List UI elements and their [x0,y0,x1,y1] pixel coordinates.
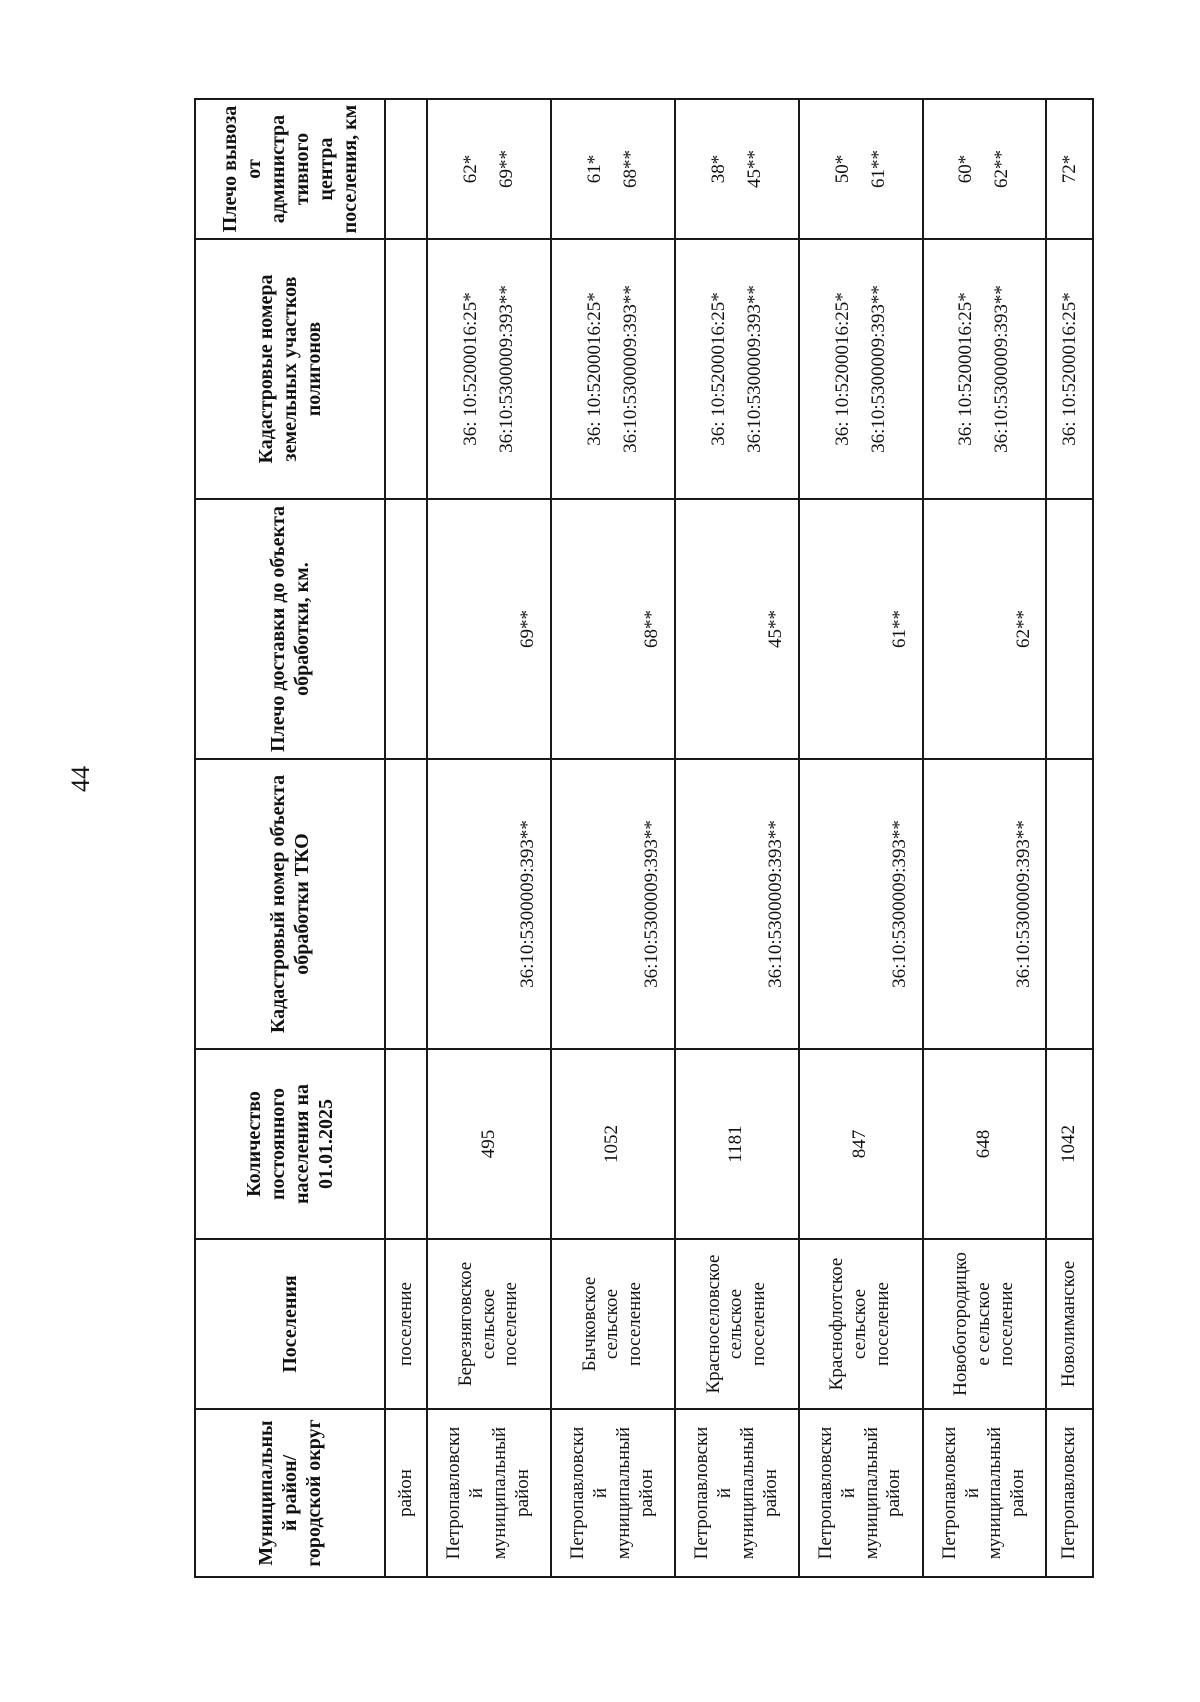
cell-population: 495 [427,1049,551,1239]
cell-removal-distance-line: 45** [743,150,765,188]
cell-removal-distance [675,99,799,239]
cell-settlement [675,1239,799,1409]
cell-district-line: Петропавловски [938,1426,960,1560]
cell-removal-distance [923,99,1047,239]
cell-delivery-distance: 45** [675,499,799,759]
header-removal-distance: Плечо вывоза от администра тивного центра поселения, км [195,99,385,239]
cell-settlement-line: поселение [995,1282,1017,1366]
table-container [194,100,1094,1578]
carry-district: район [385,1409,427,1577]
cell-district-line: район [511,1469,533,1517]
table-row [799,99,923,1577]
cell-district [799,1409,923,1577]
cell-processing-cadastral [1046,759,1093,1049]
cell-district-line: муниципальный [612,1426,634,1560]
carry-settlement: поселение [385,1239,427,1409]
cell-settlement-line: поселение [500,1282,522,1366]
cell-processing-cadastral: 36:10:5300009:393** [551,759,675,1049]
cell-district-line: й [590,1487,612,1499]
table-row [1046,99,1093,1577]
cell-settlement-line: Бычковское [578,1276,600,1372]
carry-over-row [385,99,427,1577]
cell-population: 1042 [1046,1049,1093,1239]
cell-settlement-line: поселение [871,1282,893,1366]
cell-landfill-cadastral-line: 36: 10:5200016:25* [1058,292,1080,446]
table-row [675,99,799,1577]
cell-processing-cadastral: 36:10:5300009:393** [923,759,1047,1049]
cell-district-line: Петропавловски [443,1426,465,1560]
cell-district [1046,1409,1093,1577]
header-district: Муниципальны й район/ городской округ [195,1409,385,1577]
cell-district-line: муниципальный [860,1426,882,1560]
cell-population: 1052 [551,1049,675,1239]
cell-settlement-line: сельское [477,1288,499,1360]
cell-settlement-line: сельское [601,1288,623,1360]
cell-district [427,1409,551,1577]
cell-district-line: й [961,1487,983,1499]
table-body [385,99,1093,1577]
cell-removal-distance-line: 50* [831,154,853,184]
cell-landfill-cadastral [551,239,675,499]
cell-landfill-cadastral [799,239,923,499]
cell-district [923,1409,1047,1577]
cell-landfill-cadastral-line: 36: 10:5200016:25* [955,292,977,446]
cell-delivery-distance: 62** [923,499,1047,759]
cell-district-line: муниципальный [488,1426,510,1560]
cell-removal-distance-line: 61* [583,154,605,184]
cell-settlement [551,1239,675,1409]
cell-settlement-line: е сельское [973,1282,995,1366]
header-processing-cadastral: Кадастровый номер объекта обработки ТКО [195,759,385,1049]
cell-settlement [799,1239,923,1409]
cell-removal-distance-line: 60* [955,154,977,184]
rotated-table-frame [194,100,1094,1578]
cell-district-line: Петропавловски [567,1426,589,1560]
page-number: 44 [66,766,95,792]
cell-settlement [923,1239,1047,1409]
cell-district-line: Петропавловски [815,1426,836,1560]
cell-settlement-line: поселение [624,1282,646,1366]
cell-district [551,1409,675,1577]
cell-population: 847 [799,1049,923,1239]
header-landfill-cadastral: Кадастровые номера земельных участков полигонов [195,239,385,499]
cell-settlement [427,1239,551,1409]
cell-landfill-cadastral-line: 36: 10:5200016:25* [707,292,729,446]
cell-removal-distance [1046,99,1093,239]
cell-removal-distance-line: 69** [495,150,517,188]
cell-removal-distance [427,99,551,239]
cell-settlement-line: поселение [748,1282,770,1366]
cell-landfill-cadastral-line: 36:10:5300009:393** [495,285,517,453]
cell-settlement-line: Красноселовское [702,1254,724,1394]
cell-settlement-line: Новобогородицко [950,1252,972,1396]
carry-population [385,1049,427,1239]
cell-district-line: й [466,1487,488,1499]
cell-delivery-distance [1046,499,1093,759]
header-delivery-distance: Плечо доставки до объекта обработки, км. [195,499,385,759]
table-row [551,99,675,1577]
cell-removal-distance [799,99,923,239]
cell-landfill-cadastral-line: 36: 10:5200016:25* [831,292,853,446]
cell-district-line: район [883,1469,905,1517]
cell-processing-cadastral: 36:10:5300009:393** [427,759,551,1049]
cell-population: 648 [923,1049,1047,1239]
waste-removal-table [194,98,1094,1578]
cell-landfill-cadastral [675,239,799,499]
table-row [923,99,1047,1577]
cell-district [675,1409,799,1577]
cell-settlement-line: сельское [725,1288,747,1360]
cell-landfill-cadastral-line: 36:10:5300009:393** [867,285,889,453]
table-row [427,99,551,1577]
cell-landfill-cadastral-line: 36: 10:5200016:25* [583,292,605,446]
cell-landfill-cadastral [923,239,1047,499]
cell-landfill-cadastral-line: 36:10:5300009:393** [619,285,641,453]
cell-processing-cadastral: 36:10:5300009:393** [675,759,799,1049]
cell-district-line: муниципальный [984,1426,1006,1560]
cell-district-line: й [713,1487,735,1499]
cell-landfill-cadastral-line: 36:10:5300009:393** [743,285,765,453]
carry-delivery [385,499,427,759]
cell-removal-distance [551,99,675,239]
cell-district-line: Петропавловски [691,1426,713,1560]
carry-landfill [385,239,427,499]
cell-landfill-cadastral-line: 36:10:5300009:393** [991,285,1013,453]
cell-removal-distance-line: 62** [991,150,1013,188]
cell-landfill-cadastral [427,239,551,499]
carry-removal [385,99,427,239]
cell-district-line: район [1007,1469,1029,1517]
cell-district-line: й [837,1487,859,1499]
cell-removal-distance-line: 68** [619,150,641,188]
carry-processing [385,759,427,1049]
cell-processing-cadastral: 36:10:5300009:393** [799,759,923,1049]
cell-district-line: Петропавловски [1058,1426,1080,1560]
cell-removal-distance-line: 72* [1058,154,1080,184]
cell-settlement-line: Новолиманское [1058,1260,1080,1388]
cell-delivery-distance: 69** [427,499,551,759]
table-header-row [195,99,385,1577]
header-settlement: Поселения [195,1239,385,1409]
cell-settlement-line: Краснофлотское [826,1257,848,1391]
cell-removal-distance-line: 61** [867,150,889,188]
cell-district-line: район [759,1469,781,1517]
cell-landfill-cadastral-line: 36: 10:5200016:25* [459,292,481,446]
cell-landfill-cadastral [1046,239,1093,499]
header-population: Количество постоянного населения на 01.01.2025 [195,1049,385,1239]
cell-removal-distance-line: 62* [459,154,481,184]
cell-district-line: муниципальный [736,1426,758,1560]
cell-removal-distance-line: 38* [707,154,729,184]
cell-delivery-distance: 68** [551,499,675,759]
cell-population: 1181 [675,1049,799,1239]
cell-district-line: район [635,1469,657,1517]
cell-delivery-distance: 61** [799,499,923,759]
cell-settlement-line: Березняговское [454,1261,476,1387]
cell-settlement [1046,1239,1093,1409]
cell-settlement-line: сельское [849,1288,871,1360]
